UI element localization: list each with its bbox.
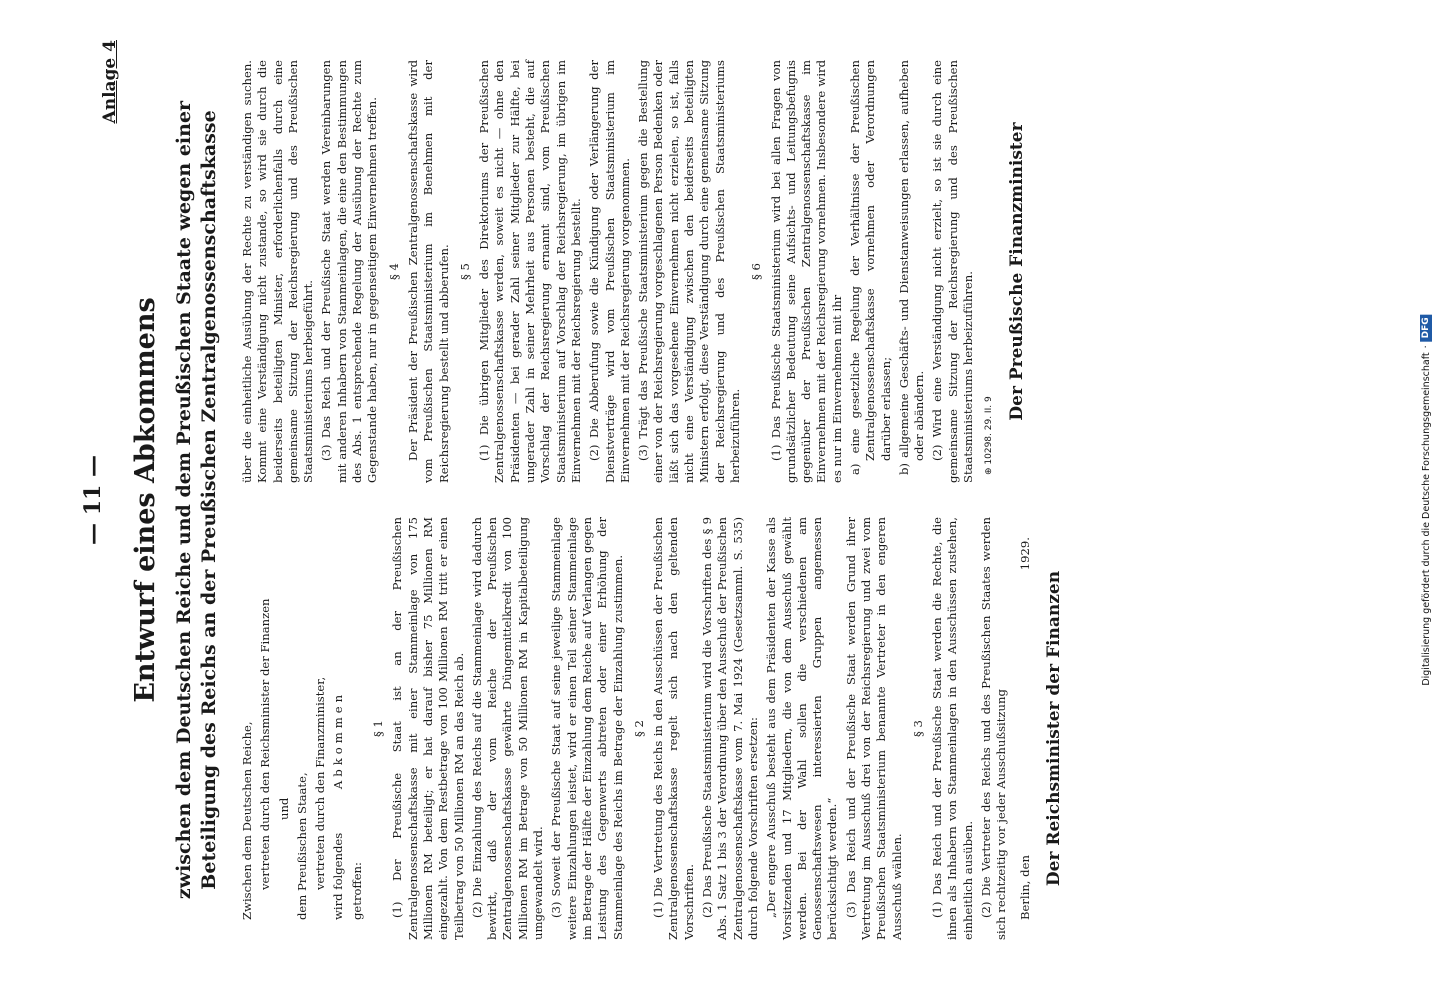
paragraph: (1) Das Preußische Staatsministerium wird bei allen Fragen von grundsätzlicher Bedeutung seine Aufsichts- und Leitungsbefugnis gegenüber der Preußischen Zentralgenossenschaftskasse im Einvernehmen mit der Reichsregierung vornehmen. Insbesondere wird es nur im Einvernehmen mit ihr xyxy=(768,60,844,483)
year: 1929. xyxy=(1017,537,1032,571)
intro-line: Zwischen dem Deutschen Reiche, xyxy=(240,721,254,920)
page-number: — 11 — xyxy=(80,455,106,545)
place: Berlin, den xyxy=(1017,855,1032,920)
digitization-note: Digitalisierung gefördert durch die Deutsche Forschungsgemeinschaft · DFG xyxy=(1420,314,1432,685)
paragraph: (2) Die Einzahlung des Reichs auf die Stammeinlage wird dadurch bewirkt, daß der vom Reiche der Preußischen Zentralgenossenschaftskasse gewährte Düngemittelkredit von 100 Millionen RM im Betrage von 50 Millionen RM in Kapitalbeteiligung umgewandelt wird. xyxy=(469,517,546,940)
printer-mark: ⊕ 10298. 29. II. 9 xyxy=(984,396,995,475)
paragraph: (1) Der Preußische Staat ist an der Preußischen Zentralgenossenschaftskasse mit einer Stammeinlage von 175 Millionen RM beteiligt; er hat darauf bisher 75 Millionen RM eingezahlt. Von dem Restbetrage von 100 Millionen RM tritt er einen Teilbetrag von 50 Millionen RM an das Reich ab. xyxy=(390,517,466,940)
section-heading: § 4 xyxy=(386,263,401,280)
digitization-text: Digitalisierung gefördert durch die Deutsche Forschungsgemeinschaft xyxy=(1420,352,1432,686)
paragraph: über die einheitliche Ausübung der Rechte zu verständigen suchen. Kommt eine Verständigung nicht zustande, so wird sie durch die beiderseits beteiligten Minister, erforderlichenfalls durch eine gemeinsame Sitzung der Reichsregierung und des Preußischen Staatsministeriums herbeigeführt. xyxy=(240,60,316,483)
intro-line: vertreten durch den Finanzminister, xyxy=(313,676,328,890)
agreement-word: Abkommen xyxy=(331,690,346,790)
section-heading: § 2 xyxy=(631,720,646,737)
paragraph: (1) Die Vertretung des Reichs in den Ausschüssen der Preußischen Zentralgenossenschaftskasse regelt sich nach den geltenden Vorschriften. xyxy=(651,517,696,940)
paragraph: (1) Das Reich und der Preußische Staat werden die Rechte, die ihnen als Inhabern von Stammeinlagen in den Ausschüssen zustehen, einheitlich ausüben. xyxy=(930,517,975,940)
paragraph: (1) Die übrigen Mitglieder des Direktoriums der Preußischen Zentralgenossenschaftskasse werden, soweit es nicht — ohne den Präsidenten — bei gerader Zahl seiner Mitglieder zur Hälfte, bei ungerader Zahl in seiner Mehrheit aus Personen besteht, die auf Vorschlag der Reichsregierung ernannt sind, vom Preußischen Staatsministerium auf Vorschlag der Reichsregierung, im übrigen im Einvernehmen mit der Reichsregierung bestellt. xyxy=(477,60,583,483)
intro-line: getroffen: xyxy=(349,862,364,920)
document-subtitle: zwischen dem Deutschen Reiche und dem Preußischen Staate wegen einer Beteiligung des Reichs an der Preußischen Zentralgenossenschaftskasse xyxy=(173,100,220,900)
signature-reich: Der Reichsminister der Finanzen xyxy=(1043,570,1064,887)
section-heading: § 1 xyxy=(371,720,386,737)
intro-line: und xyxy=(276,797,291,820)
quoted-paragraph: „Der engere Ausschuß besteht aus dem Präsidenten der Kasse als Vorsitzenden und 17 Mitgliedern, die von dem Ausschuß gewählt werden. Bei der Wahl sollen die verschiedenen am Genossenschaftswesen interessierten Gruppen angemessen berücksichtigt werden.“ xyxy=(764,517,840,940)
section-heading: § 5 xyxy=(457,263,472,280)
place-date xyxy=(1018,517,1033,940)
intro-line: vertreten durch den Reichsminister der Finanzen xyxy=(258,598,273,890)
document-title: Entwurf eines Abkommens xyxy=(130,297,161,703)
signature-prussia: Der Preußische Finanzminister xyxy=(1007,122,1028,421)
left-column xyxy=(240,517,1065,940)
paragraph: (2) Wird eine Verständigung nicht erzielt, so ist sie durch eine gemeinsame Sitzung der Reichsregierung und des Preußischen Staatsministeriums herbeizuführen. xyxy=(930,60,976,483)
annex-label: Anlage 4 xyxy=(100,40,120,124)
intro-text: wird folgendes xyxy=(331,832,346,920)
intro-line: dem Preußischen Staate, xyxy=(294,772,309,920)
section-heading: § 6 xyxy=(749,263,764,280)
paragraph: (3) Das Reich und der Preußische Staat werden Grund ihrer Vertretung im Ausschuß drei von der Reichsregierung und zwei vom Preußischen Staatsministerium benannte Vertreter in den engeren Ausschuß wählen. xyxy=(843,517,904,940)
text-columns xyxy=(240,60,1065,940)
paragraph: (3) Trägt das Preußische Staatsministerium gegen die Bestellung einer von der Reichsregierung vorgeschlagenen Person Bedenken oder läßt sich das vorgesehene Einvernehmen nicht erzielen, so ist, falls nicht eine Verständigung zwischen den beiderseits beteiligten Ministern erfolgt, diese Verständigung durch eine gemeinsame Sitzung der Reichsregierung und des Preußischen Staatsministeriums herbeizuführen. xyxy=(636,60,742,483)
right-column xyxy=(240,60,1065,483)
list-item: b) allgemeine Geschäfts- und Dienstanweisungen erlassen, aufheben oder abändern. xyxy=(896,60,927,475)
paragraph: (3) Soweit der Preußische Staat auf seine jeweilige Stammeinlage weitere Einzahlungen leistet, wird er einen Teil seiner Stammeinlage im Betrage der Hälfte der Einzahlung dem Reiche auf Verlangen gegen Leistung des Gegenwerts abtreten oder einer Erhöhung der Stammeinlage des Reichs im Betrage der Einzahlung zustimmen. xyxy=(549,517,625,940)
paragraph: (3) Das Reich und der Preußische Staat werden Vereinbarungen mit anderen Inhabern von Stammeinlagen, die eine den Bestimmungen des Abs. 1 entsprechende Regelung der Ausübung der Rechte zum Gegenstande haben, nur in gegenseitigem Einvernehmen treffen. xyxy=(319,60,380,483)
intro-line xyxy=(331,517,346,940)
paragraph: Der Präsident der Preußischen Zentralgenossenschaftskasse wird vom Preußischen Staatsministerium im Benehmen mit der Reichsregierung bestellt und abberufen. xyxy=(405,60,451,483)
section-heading: § 3 xyxy=(910,720,925,737)
paragraph: (2) Die Vertreter des Reichs und des Preußischen Staates werden sich rechtzeitig vor jeder Ausschußsitzung xyxy=(979,517,1009,940)
dfg-logo: DFG xyxy=(1420,314,1432,341)
list-item: a) eine gesetzliche Regelung der Verhältnisse der Preußischen Zentralgenossenschaftskasse vornehmen oder Verordnungen darüber erlassen; xyxy=(847,60,893,475)
paragraph: (2) Die Abberufung sowie die Kündigung oder Verlängerung der Dienstverträge wird vom Preußischen Staatsministerium im Einvernehmen mit der Reichsregierung vorgenommen. xyxy=(587,60,632,483)
paragraph: (2) Das Preußische Staatsministerium wird die Vorschriften des § 9 Abs. 1 Satz 1 bis 3 der Verordnung über den Ausschuß der Preußischen Zentralgenossenschaftskasse vom 7. Mai 1924 (Gesetzsamml. S. 535) durch folgende Vorschriften ersetzen: xyxy=(700,517,760,940)
